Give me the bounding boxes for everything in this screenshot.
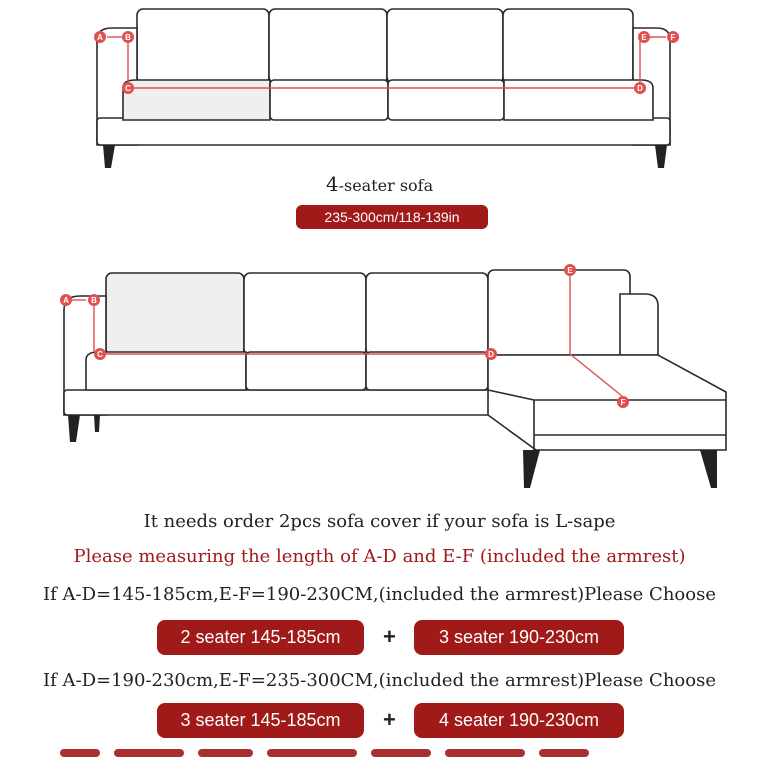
four-seater-sofa-illustration — [0, 0, 759, 180]
svg-text:D: D — [637, 84, 643, 93]
marker-e — [638, 31, 650, 43]
option1-condition: If A-D=145-185cm,E-F=190-230CM,(included the armrest)Please Choose — [43, 584, 716, 605]
marker-a — [94, 31, 106, 43]
svg-text:C: C — [125, 84, 131, 93]
sofa1-size-badge: 235-300cm/118-139in — [296, 205, 488, 229]
option1-second-badge: 3 seater 190-230cm — [414, 620, 624, 655]
option1-first-badge: 2 seater 145-185cm — [157, 620, 364, 655]
option2-first-badge: 3 seater 145-185cm — [157, 703, 364, 738]
l-shape-sofa-illustration — [0, 250, 759, 500]
option2-second-badge: 4 seater 190-230cm — [414, 703, 624, 738]
marker-b — [122, 31, 134, 43]
cut-off-text-line — [60, 744, 700, 764]
svg-text:F: F — [620, 398, 626, 407]
svg-text:B: B — [125, 33, 131, 42]
svg-text:E: E — [567, 266, 573, 275]
svg-text:D: D — [488, 350, 494, 359]
measure-instruction: Please measuring the length of A-D and E-F (included the armrest) — [73, 546, 686, 567]
marker-c — [122, 82, 134, 94]
marker-d — [634, 82, 646, 94]
svg-text:F: F — [670, 33, 676, 42]
option2-plus: + — [383, 707, 396, 732]
marker-f — [617, 396, 629, 408]
marker-c — [94, 348, 106, 360]
marker-a — [60, 294, 72, 306]
svg-text:C: C — [97, 350, 103, 359]
svg-text:B: B — [91, 296, 97, 305]
svg-text:A: A — [63, 296, 69, 305]
marker-f — [667, 31, 679, 43]
option1-plus: + — [383, 624, 396, 649]
marker-b — [88, 294, 100, 306]
sofa1-label — [0, 172, 759, 196]
l-shape-note: It needs order 2pcs sofa cover if your sofa is L-sape — [143, 511, 616, 532]
marker-d — [485, 348, 497, 360]
sofa1-label-number: 4 — [325, 172, 339, 196]
marker-e — [564, 264, 576, 276]
svg-text:A: A — [97, 33, 103, 42]
option2-condition: If A-D=190-230cm,E-F=235-300CM,(included the armrest)Please Choose — [43, 670, 716, 691]
sofa1-label-text: -seater sofa — [338, 176, 434, 195]
svg-text:E: E — [641, 33, 647, 42]
